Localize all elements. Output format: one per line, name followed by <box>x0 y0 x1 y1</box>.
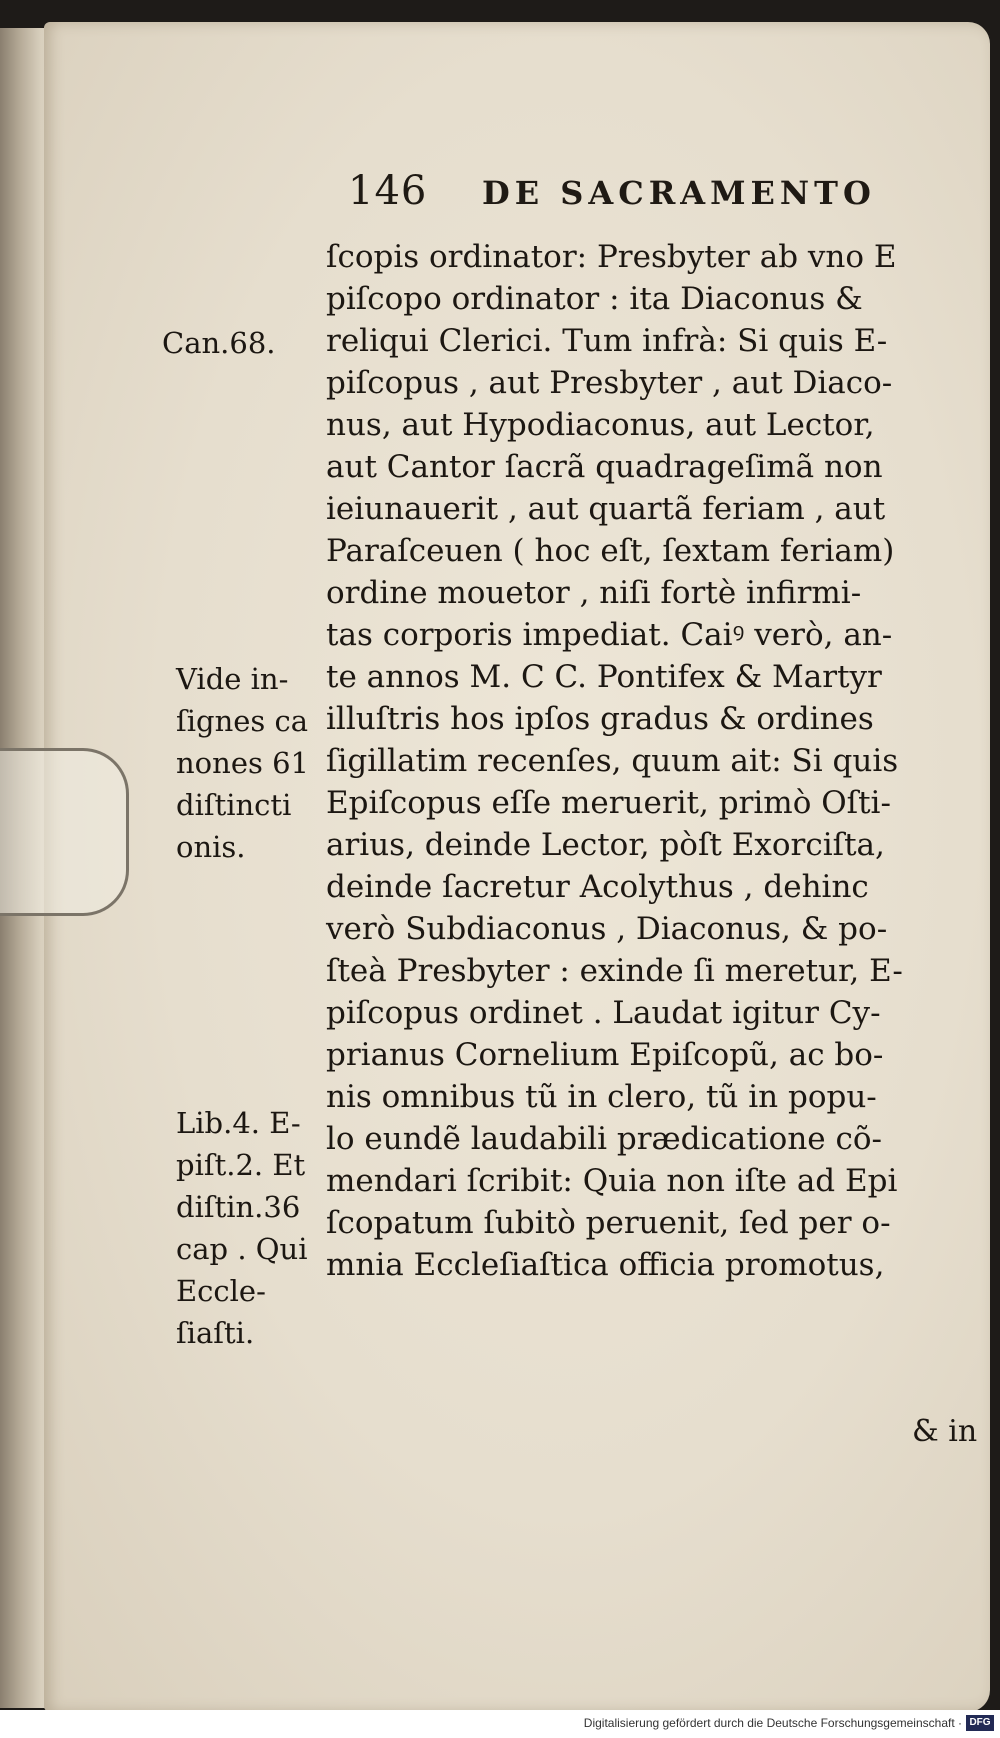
margin-note-line: cap . Qui <box>176 1232 308 1266</box>
margin-note-line: piſt.2. Et <box>176 1148 306 1182</box>
margin-note-line: ſignes ca <box>176 704 309 738</box>
margin-note-lib <box>176 1102 307 1354</box>
margin-note-line: onis. <box>176 830 246 864</box>
body-line: Paraſceuen ( hoc eſt, ſextam feriam) <box>326 533 895 569</box>
body-line: piſcopo ordinator : ita Diaconus & <box>326 281 863 317</box>
body-line: piſcopus ordinet . Laudat igitur Cy- <box>326 995 881 1031</box>
body-line: ſcopis ordinator: Presbyter ab vno E <box>326 239 897 275</box>
page-number: 146 <box>348 168 428 214</box>
body-line: reliqui Clerici. Tum infrà: Si quis E- <box>326 323 888 359</box>
running-title: DE SACRAMENTO <box>482 174 876 212</box>
margin-note-canon <box>162 322 276 364</box>
body-line: Epiſcopus eſſe meruerit, primò Oſti- <box>326 785 891 821</box>
page-clip <box>0 748 129 916</box>
body-text <box>326 236 966 1286</box>
margin-note-line: nones 61 <box>176 746 309 780</box>
body-line: piſcopus , aut Presbyter , aut Diaco- <box>326 365 893 401</box>
page-header <box>348 168 918 224</box>
body-line: prianus Cornelium Epiſcopũ, ac bo- <box>326 1037 884 1073</box>
margin-note-line: Eccle- <box>176 1274 266 1308</box>
body-line: ſcopatum ſubitò peruenit, ſed per o- <box>326 1205 891 1241</box>
catchword: & in <box>912 1414 978 1449</box>
body-line: ieiunauerit , aut quartã feriam , aut <box>326 491 886 527</box>
margin-note-line: Can.68. <box>162 326 276 360</box>
body-line: tas corporis impediat. Caiꝰ verò, an- <box>326 617 893 653</box>
margin-note-vide <box>176 658 309 868</box>
body-line: te annos M. C C. Pontifex & Martyr <box>326 659 882 695</box>
body-line: ordine mouetor , niſi fortè infirmi- <box>326 575 862 611</box>
body-line: ſigillatim recenſes, quum ait: Si quis <box>326 743 899 779</box>
body-line: ſteà Presbyter : exinde ſi meretur, E- <box>326 953 903 989</box>
body-line: deinde ſacretur Acolythus , dehinc <box>326 869 869 905</box>
margin-note-line: ſiaſti. <box>176 1316 255 1350</box>
body-line: illuſtris hos ipſos gradus & ordines <box>326 701 874 737</box>
body-line: lo eundẽ laudabili prædicatione cõ- <box>326 1121 882 1157</box>
footer-bar <box>0 1710 1000 1738</box>
margin-note-line: Lib.4. E- <box>176 1106 301 1140</box>
body-line: arius, deinde Lector, pòſt Exorciſta, <box>326 827 885 863</box>
dfg-logo-icon: DFG <box>966 1715 994 1731</box>
funding-credit: Digitalisierung gefördert durch die Deutsche Forschungsgemeinschaft · <box>583 1716 962 1730</box>
body-line: nis omnibus tũ in clero, tũ in popu- <box>326 1079 877 1115</box>
body-line: mendari ſcribit: Quia non iſte ad Epi <box>326 1163 898 1199</box>
body-line: nus, aut Hypodiaconus, aut Lector, <box>326 407 875 443</box>
body-line: verò Subdiaconus , Diaconus, & po- <box>326 911 888 947</box>
margin-note-line: diſtin.36 <box>176 1190 301 1224</box>
body-line: aut Cantor ſacrã quadrageſimã non <box>326 449 883 485</box>
margin-note-line: diſtincti <box>176 788 292 822</box>
body-line: mnia Eccleſiaſtica officia promotus, <box>326 1247 885 1283</box>
margin-note-line: Vide in- <box>176 662 289 696</box>
